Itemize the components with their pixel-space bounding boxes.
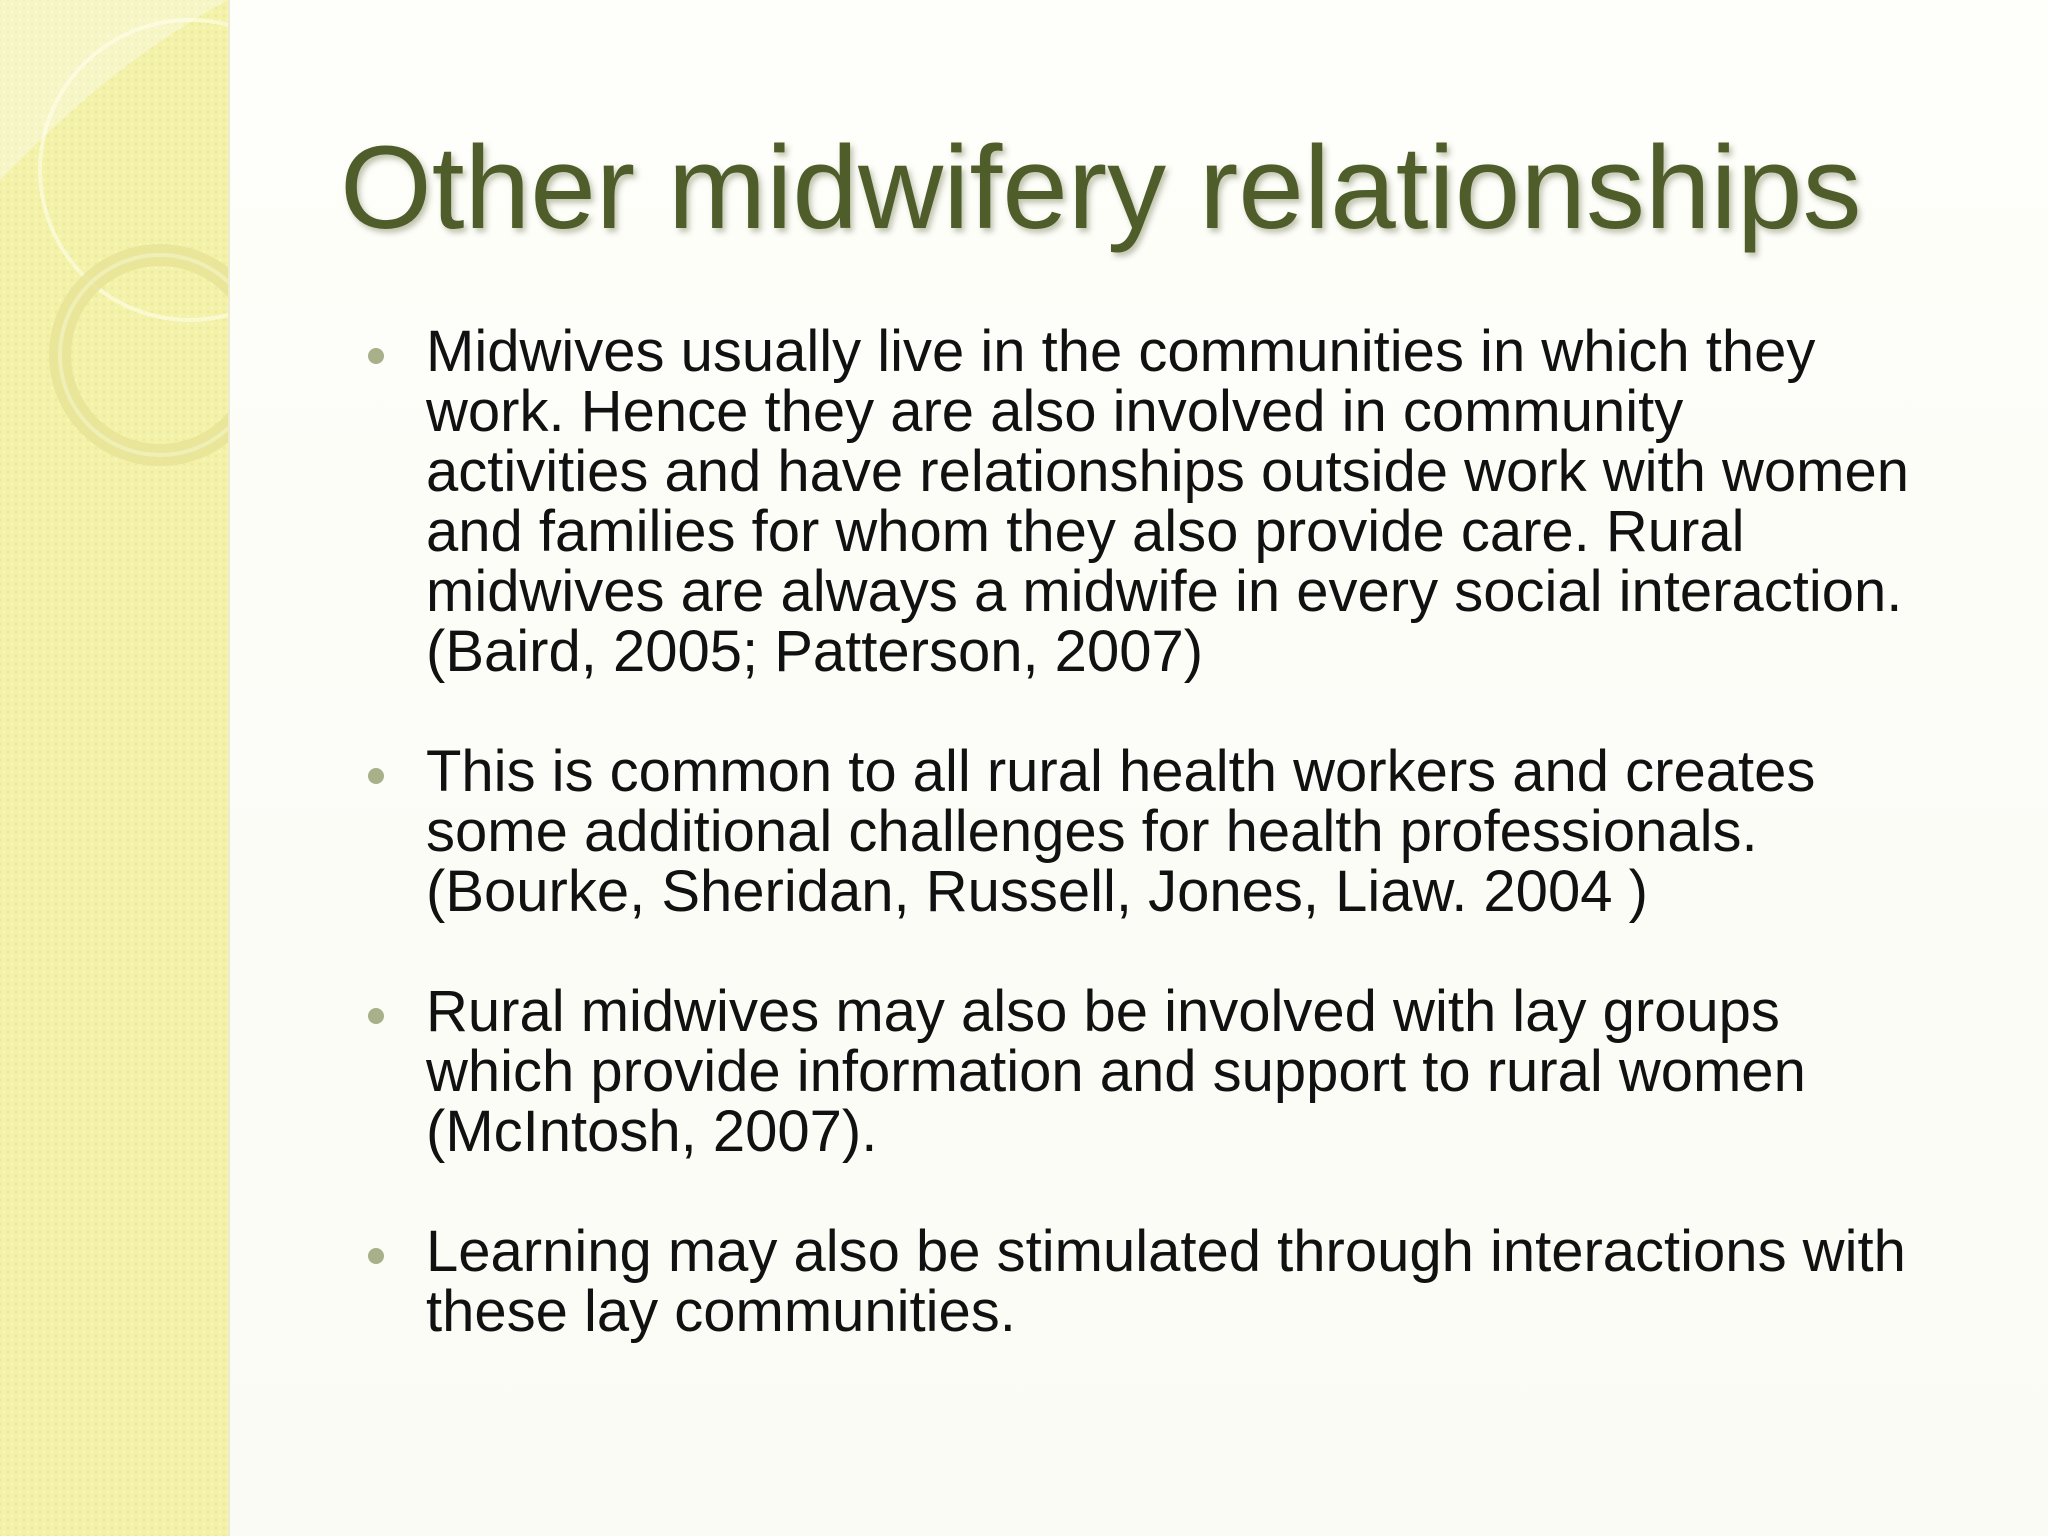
bullet-item [360,979,2030,1164]
bullet-text-line: and families for whom they also provide care. Rural [426,499,1745,564]
bullet-list [360,319,2030,1402]
bullet-dot-icon [368,1248,384,1264]
bullet-dot-icon [368,768,384,784]
bullet-citation: (McIntosh, 2007). [426,1099,878,1164]
bullet-citation: (Bourke, Sheridan, Russell, Jones, Liaw. 2004 ) [426,859,1648,924]
bullet-item [360,739,2030,924]
bullet-dot-icon [368,348,384,364]
bullet-text-line: activities and have relationships outside work with women [426,439,1909,504]
bullet-citation: (Baird, 2005; Patterson, 2007) [426,619,1204,684]
bullet-text-line: some additional challenges for health professionals. [426,799,1758,864]
decorative-circles-graphic [0,0,228,520]
bullet-text-line: Learning may also be stimulated through interactions with [426,1219,1906,1284]
bullet-text-line: Rural midwives may also be involved with lay groups [426,979,1780,1044]
bullet-dot-icon [368,1008,384,1024]
bullet-text-line: midwives are always a midwife in every social interaction. [426,559,1903,624]
bullet-item [360,319,2030,684]
bullet-text-line: This is common to all rural health workers and creates [426,739,1816,804]
bullet-text-line: these lay communities. [426,1279,1016,1344]
bullet-item [360,1219,2030,1344]
decorative-side-band [0,0,230,1536]
bullet-text-line: Midwives usually live in the communities in which they [426,319,1816,384]
bullet-text-line: which provide information and support to rural women [426,1039,1806,1104]
bullet-text-line: work. Hence they are also involved in community [426,379,1684,444]
slide-title: Other midwifery relationships [340,122,1862,254]
